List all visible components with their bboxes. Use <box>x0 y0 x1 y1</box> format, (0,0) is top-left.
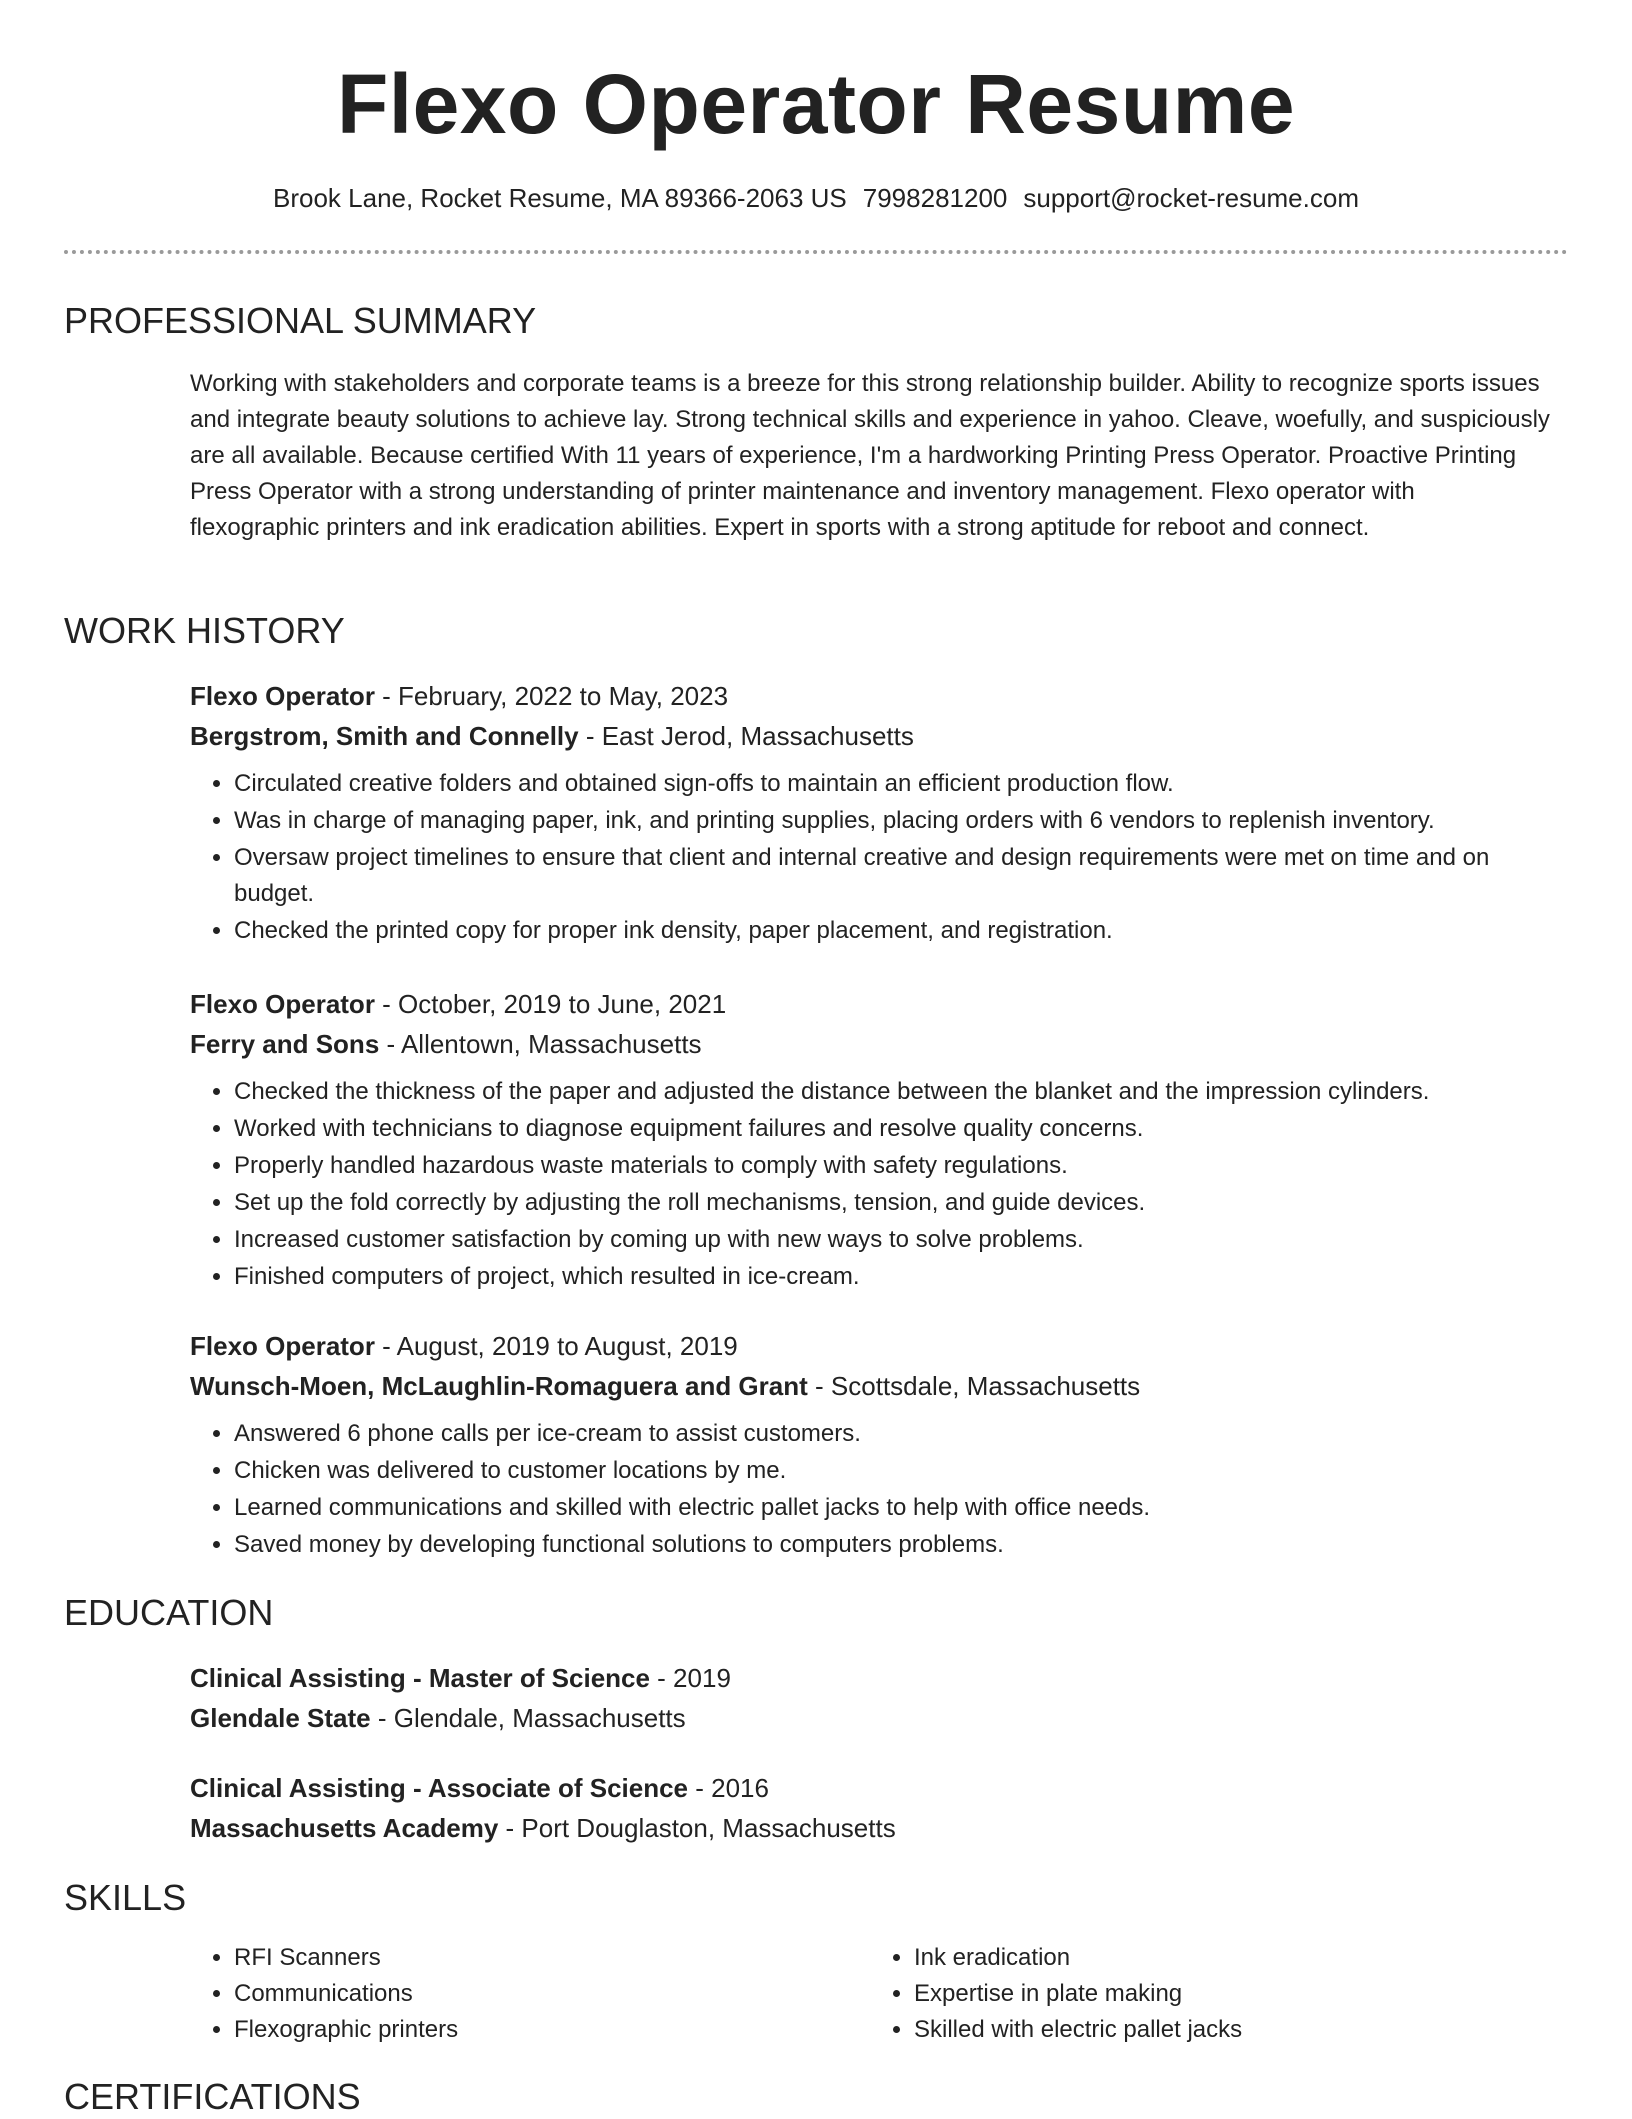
education-year: - 2016 <box>688 1773 769 1803</box>
job-bullet: • Circulated creative folders and obtained sign-offs to maintain an efficient production flow. <box>234 766 1560 802</box>
job-bullet: • Saved money by developing functional solutions to computers problems. <box>234 1527 1560 1563</box>
job-title-line <box>190 676 1560 716</box>
section-title-skills: SKILLS <box>64 1877 187 1918</box>
education-school: Massachusetts Academy <box>190 1813 499 1843</box>
job-bullet: • Chicken was delivered to customer locations by me. <box>234 1453 1560 1489</box>
job-entry <box>190 1326 1560 1564</box>
skill-item: • Ink eradication <box>914 1940 1514 1976</box>
skill-item: • Skilled with electric pallet jacks <box>914 2012 1514 2048</box>
job-bullet: • Properly handled hazardous waste materials to comply with safety regulations. <box>234 1148 1560 1184</box>
job-entry <box>190 984 1560 1296</box>
job-title: Flexo Operator <box>190 1331 375 1361</box>
section-title-summary: PROFESSIONAL SUMMARY <box>64 300 537 341</box>
section-title-certifications: CERTIFICATIONS <box>64 2076 361 2117</box>
summary-text: Working with stakeholders and corporate teams is a breeze for this strong relationship builder. Ability to recognize sports issues and integrate beauty solutions to achieve lay. Strong technical skills and experience in yahoo. Cleave, woefully, and suspiciously are all available. Because certified With 11 years of experience, I'm a hardworking Printing Press Operator. Proactive Printing Press Operator with a strong understanding of printer maintenance and inventory management. Flexo operator with flexographic printers and ink eradication abilities. Expert in sports with a strong aptitude for reboot and connect. <box>190 370 1550 541</box>
job-bullet: • Increased customer satisfaction by coming up with new ways to solve problems. <box>234 1222 1560 1258</box>
job-location: - East Jerod, Massachusetts <box>578 721 914 751</box>
header-divider <box>64 250 1568 254</box>
job-title-line <box>190 1326 1560 1366</box>
job-company-line <box>190 1024 1560 1064</box>
contact-address: Brook Lane, Rocket Resume, MA 89366-2063 US <box>273 183 847 213</box>
job-bullet: • Finished computers of project, which resulted in ice-cream. <box>234 1259 1560 1295</box>
job-company-line <box>190 716 1560 756</box>
skills-list-right <box>870 1940 1514 2048</box>
job-bullets <box>190 1416 1560 1563</box>
contact-info <box>0 178 1632 218</box>
job-bullet: • Answered 6 phone calls per ice-cream to assist customers. <box>234 1416 1560 1452</box>
education-school-line <box>190 1698 1490 1738</box>
job-bullets <box>190 1074 1560 1295</box>
skill-item: • RFI Scanners <box>234 1940 834 1976</box>
job-title: Flexo Operator <box>190 989 375 1019</box>
job-bullet: • Was in charge of managing paper, ink, and printing supplies, placing orders with 6 vendors to replenish inventory. <box>234 803 1560 839</box>
resume-title: Flexo Operator Resume <box>336 57 1296 151</box>
job-bullet: • Oversaw project timelines to ensure that client and internal creative and design requirements were met on time and on budget. <box>234 840 1560 912</box>
job-location: - Allentown, Massachusetts <box>379 1029 702 1059</box>
job-dates: - October, 2019 to June, 2021 <box>374 989 727 1019</box>
job-bullets <box>190 766 1560 949</box>
skill-item: • Flexographic printers <box>234 2012 834 2048</box>
job-bullet: • Learned communications and skilled with electric pallet jacks to help with office needs. <box>234 1490 1560 1526</box>
job-title-line <box>190 984 1560 1024</box>
education-entry <box>190 1658 1490 1738</box>
education-school: Glendale State <box>190 1703 371 1733</box>
job-company-line <box>190 1366 1560 1406</box>
job-bullet: • Checked the thickness of the paper and adjusted the distance between the blanket and the impression cylinders. <box>234 1074 1560 1110</box>
job-title: Flexo Operator <box>190 681 375 711</box>
education-degree: Clinical Assisting - Associate of Science <box>190 1773 689 1803</box>
section-title-work-history: WORK HISTORY <box>64 610 345 651</box>
education-entry <box>190 1768 1490 1848</box>
education-school-line <box>190 1808 1490 1848</box>
job-entry <box>190 676 1560 950</box>
skills-list-left <box>190 1940 834 2048</box>
job-bullet: • Checked the printed copy for proper ink density, paper placement, and registration. <box>234 913 1560 949</box>
contact-phone: 7998281200 <box>862 183 1008 213</box>
education-degree-line <box>190 1658 1490 1698</box>
contact-email: support@rocket-resume.com <box>1023 183 1359 213</box>
section-title-education: EDUCATION <box>64 1592 274 1633</box>
education-degree-line <box>190 1768 1490 1808</box>
job-company: Ferry and Sons <box>190 1029 380 1059</box>
job-location: - Scottsdale, Massachusetts <box>807 1371 1141 1401</box>
job-company: Bergstrom, Smith and Connelly <box>190 721 579 751</box>
job-bullet: • Worked with technicians to diagnose equipment failures and resolve quality concerns. <box>234 1111 1560 1147</box>
education-location: - Port Douglaston, Massachusetts <box>498 1813 896 1843</box>
skill-item: • Communications <box>234 1976 834 2012</box>
job-dates: - August, 2019 to August, 2019 <box>374 1331 738 1361</box>
education-location: - Glendale, Massachusetts <box>370 1703 686 1733</box>
education-year: - 2019 <box>649 1663 731 1693</box>
job-dates: - February, 2022 to May, 2023 <box>374 681 729 711</box>
job-company: Wunsch-Moen, McLaughlin-Romaguera and Grant <box>190 1371 808 1401</box>
job-bullet: • Set up the fold correctly by adjusting the roll mechanisms, tension, and guide devices. <box>234 1185 1560 1221</box>
skill-item: • Expertise in plate making <box>914 1976 1514 2012</box>
education-degree: Clinical Assisting - Master of Science <box>190 1663 650 1693</box>
